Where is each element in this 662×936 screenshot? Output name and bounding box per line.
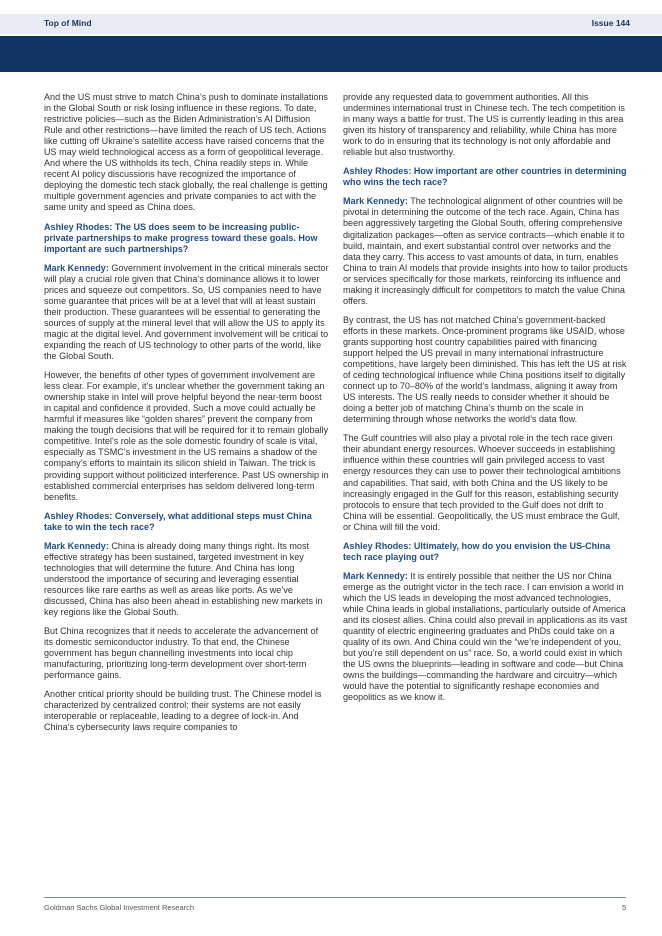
interview-answer — [343, 196, 628, 306]
running-header — [0, 14, 662, 34]
paragraph: The Gulf countries will also play a pivotal role in the tech race given their abundant energy resources. Whoever succeeds in establishing influence within these countries will gain privileged access to vast energy resources they can use to power their technological ambitions and capabilities. That said, with both China and the US likely to be increasingly engaged in the Gulf for this reason, establishing security protocols to ensure that tech provided to the Gulf does not drift to China will be essential. Geopolitically, the US must embrace the Gulf, or China will fill the void. — [343, 433, 621, 532]
interview-question: Ashley Rhodes: The US does seem to be increasing public-private partnerships to make progress toward these goals. How important are such partnerships? — [44, 221, 318, 254]
speaker-name: Mark Kennedy: — [44, 262, 109, 273]
header-band — [0, 36, 662, 72]
paragraph: However, the benefits of other types of government involvement are less clear. For example, it’s unclear whether the government taking an ownership stake in Intel will prove helpful beyond the near-term boost in capital and confidence it provided. Such a move could actually be harmful if measures like “golden shares” prevent the company from making the tough decisions that will be required for it to remain globally competitive. Intel’s role as the sole domestic foundry of scale is vital, especially as TSMC’s investment in the US remains a shadow of the company’s efforts to maintain its silicon shield in Taiwan. The trick is providing support without politicized interference. Past US ownership in established commercial enterprises has seldom delivered long-term benefits. — [44, 370, 329, 502]
interview-question: Ashley Rhodes: Ultimately, how do you envision the US-China tech race playing out? — [343, 540, 611, 562]
interview-answer — [343, 571, 628, 704]
paragraph: By contrast, the US has not matched China’s government-backed efforts in these markets. Once-prominent programs like USAID, whose grants supporting host country capabilities paired with financing support helped the US prevail in many international infrastructure competitions, have largely been diminished. This has left the US at risk of ceding technological influence while China positions itself to digitally connect up to 70–80% of the world’s landmass, aligning it away from US interests. The US really needs to consider whether it should be doing a better job of matching China’s thumb on the scale in determining through whose networks the world’s data flow. — [343, 314, 627, 425]
answer-text: It is entirely possible that neither the US nor China emerge as the outright victor in the tech race. I can envision a world in which the US leads in developing the most advanced technologies, while China leads in global installations, particularly outside of America and its closest allies. China could also prevail in applications as its vast quantity of electric engineering graduates and PhDs could take on a quality of its own. And China could win the “we’re independent of you, but you’re still dependent on us” race. So, a world could exist in which the US owns the blueprints—leading in software and code—but China owns the buildings—commanding the hardware and circuitry—which would have the potential to significantly reshape economies and geopolitics as we know it. — [343, 570, 628, 703]
footer-source: Goldman Sachs Global Investment Research — [44, 903, 195, 912]
interview-question: Ashley Rhodes: Conversely, what additional steps must China take to win the tech race? — [44, 510, 312, 532]
interview-answer — [44, 263, 329, 362]
paragraph: And the US must strive to match China’s push to dominate installations in the Global South or risk losing influence in these regions. To date, restrictive policies—such as the Biden Administration’s AI Diffusion Rule and other restrictions—have limited the reach of US tech. Actions like cutting off Ukraine’s satellite access have raised concerns that the US may wield technological access as a form of geopolitical leverage. And where the US withholds its tech, China readily steps in. While recent AI policy discussions have recognized the importance of deploying the domestic tech stack globally, the real challenge is getting multiple government agencies and private companies to act with the same unity and speed as China does. — [44, 92, 328, 213]
interview-question: Ashley Rhodes: How important are other countries in determining who wins the tech race? — [343, 166, 627, 188]
paragraph: provide any requested data to government authorities. All this undermines international trust in Chinese tech. The tech competition is in many ways a battle for trust. The US is currently leading in this area given its history of transparency and reliability, while China has more work to do in ensuring that its technology is not only affordable and reliable but also trustworthy. — [343, 92, 625, 158]
answer-text: The technological alignment of other countries will be pivotal in determining the outcome of the tech race. Again, China has been aggressively targeting the Global South, offering comprehensive digitalization packages—often as service contracts—which enable it to build, maintain, and exert substantial control over networks and the data they carry. This access to vast amounts of data, in turn, enables China to train AI models that provide insights into how to tailor products or services specifically for those markets, reinforcing its influence and making it increasingly difficult for competitors to match the value China offers. — [343, 196, 628, 306]
right-column — [343, 92, 628, 711]
speaker-name: Mark Kennedy: — [44, 540, 109, 551]
interview-answer — [44, 541, 329, 618]
issue-number: Issue 144 — [591, 18, 630, 28]
publication-title: Top of Mind — [44, 18, 92, 28]
paragraph: Another critical priority should be building trust. The Chinese model is characterized by centralized control; their systems are not easily interoperable or replaceable, leading to a degree of lock-in. And China’s cybersecurity laws require companies to — [44, 689, 322, 733]
left-column — [44, 92, 329, 741]
answer-text: China is already doing many things right. Its most effective strategy has been sustained, targeted investment in key technologies that will determine the future. And China has long understood the importance of securing and leveraging essential resources like rare earths as well as areas like ports. As we’ve discussed, China has also been ahead in establishing new markets in key regions like the Global South. — [44, 540, 323, 618]
answer-text: Government involvement in the critical minerals sector will play a crucial role given that China’s dominance allows it to lower prices and squeeze out competitors. So, US companies need to have some guarantee that prices will be at a level that will at least sustain their production. These guarantees will be essential to generating the sources of supply at the mineral level that will allow the US to apply its magic at the digital level. And government involvement will be critical to expanding the reach of US technology to other parts of the world, like the Global South. — [44, 262, 329, 362]
speaker-name: Mark Kennedy: — [343, 196, 408, 207]
paragraph: But China recognizes that it needs to accelerate the advancement of its domestic semiconductor industry. To that end, the Chinese government has begun channelling investments into local chip manufacturing, prioritizing long-term development over short-term performance gains. — [44, 626, 319, 681]
footer-rule — [44, 897, 626, 898]
speaker-name: Mark Kennedy: — [343, 570, 408, 581]
page-number: 5 — [622, 903, 627, 912]
